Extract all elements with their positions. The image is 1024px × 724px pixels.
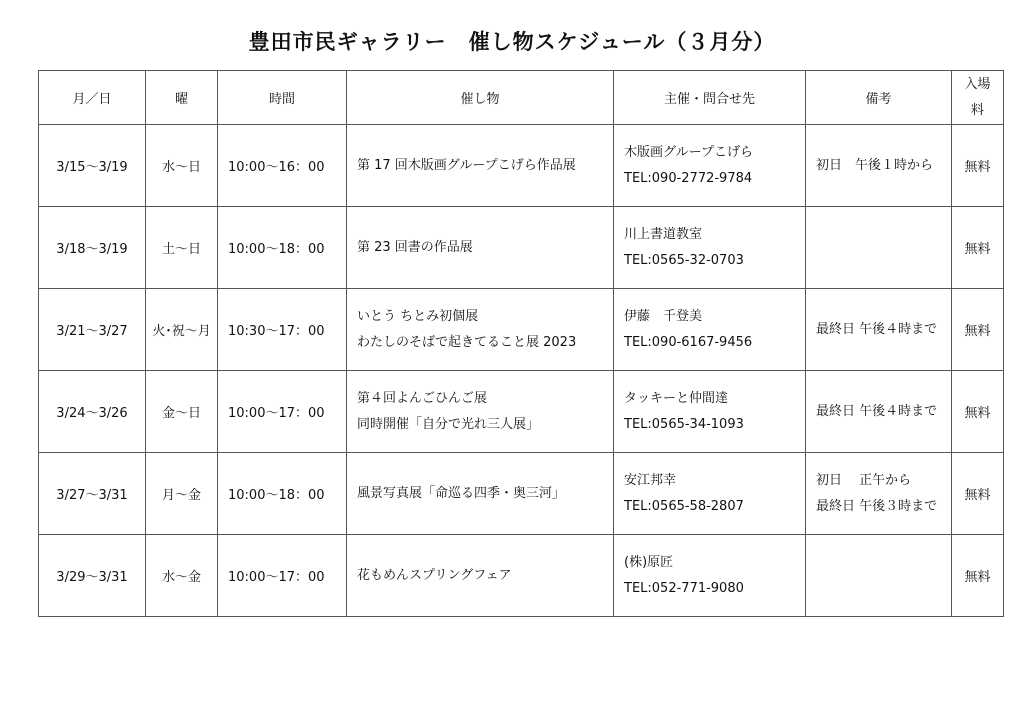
cell-organizer bbox=[614, 125, 806, 207]
table-row bbox=[39, 371, 1004, 453]
cell-event bbox=[347, 535, 614, 617]
cell-time: 10:30～17：00 bbox=[218, 289, 347, 371]
header-organizer: 主催・問合せ先 bbox=[614, 71, 806, 125]
cell-fee: 無料 bbox=[952, 125, 1004, 207]
cell-event-line: 第 23 回書の作品展 bbox=[357, 239, 473, 255]
cell-time: 10:00～18：00 bbox=[218, 453, 347, 535]
header-fee-line1: 入場 bbox=[964, 76, 991, 92]
header-fee-line2: 料 bbox=[970, 102, 984, 118]
cell-time: 10:00～18：00 bbox=[218, 207, 347, 289]
cell-event-line: 風景写真展「命巡る四季・奥三河」 bbox=[357, 485, 566, 501]
cell-organizer-line: タッキーと仲間達 bbox=[624, 390, 729, 406]
cell-organizer bbox=[614, 453, 806, 535]
cell-organizer bbox=[614, 289, 806, 371]
cell-notes-line: 最終日 午後３時まで bbox=[816, 498, 938, 514]
cell-organizer-line: TEL:090-6167-9456 bbox=[624, 334, 753, 350]
page-title: 豊田市民ギャラリー 催し物スケジュール（３月分） bbox=[248, 30, 776, 54]
cell-notes bbox=[806, 207, 952, 289]
cell-time: 10:00～16：00 bbox=[218, 125, 347, 207]
cell-event-line: 同時開催「自分で光れ三人展」 bbox=[357, 416, 540, 432]
cell-notes-line: 最終日 午後４時まで bbox=[816, 321, 938, 337]
table-row bbox=[39, 125, 1004, 207]
cell-event-line: わたしのそばで起きてること展 2023 bbox=[357, 334, 577, 350]
cell-event-line: いとう ちとみ初個展 bbox=[357, 308, 479, 324]
cell-date: 3/24～3/26 bbox=[39, 371, 146, 453]
cell-notes bbox=[806, 535, 952, 617]
cell-organizer bbox=[614, 535, 806, 617]
cell-event bbox=[347, 207, 614, 289]
header-row bbox=[39, 71, 1004, 125]
header-notes: 備考 bbox=[806, 71, 952, 125]
cell-date: 3/18～3/19 bbox=[39, 207, 146, 289]
cell-notes bbox=[806, 125, 952, 207]
cell-organizer-line: (株)原匠 bbox=[624, 554, 674, 570]
cell-date: 3/27～3/31 bbox=[39, 453, 146, 535]
cell-event bbox=[347, 125, 614, 207]
header-day: 曜 bbox=[146, 71, 218, 125]
cell-fee: 無料 bbox=[952, 207, 1004, 289]
cell-date: 3/15～3/19 bbox=[39, 125, 146, 207]
cell-day: 水～日 bbox=[146, 125, 218, 207]
cell-day: 水～金 bbox=[146, 535, 218, 617]
header-time: 時間 bbox=[218, 71, 347, 125]
cell-notes bbox=[806, 453, 952, 535]
cell-day: 月～金 bbox=[146, 453, 218, 535]
cell-event bbox=[347, 371, 614, 453]
cell-organizer-line: TEL:0565-58-2807 bbox=[624, 498, 744, 514]
cell-organizer-line: TEL:052-771-9080 bbox=[624, 580, 744, 596]
cell-notes bbox=[806, 289, 952, 371]
header-event: 催し物 bbox=[347, 71, 614, 125]
cell-organizer-line: 安江邦幸 bbox=[624, 472, 677, 488]
cell-organizer bbox=[614, 371, 806, 453]
cell-organizer-line: 川上書道教室 bbox=[624, 226, 703, 242]
cell-fee: 無料 bbox=[952, 371, 1004, 453]
cell-day: 火･祝～月 bbox=[146, 289, 218, 371]
header-date: 月／日 bbox=[39, 71, 146, 125]
cell-notes-line: 初日 正午から bbox=[816, 472, 912, 488]
table-row bbox=[39, 453, 1004, 535]
table-row bbox=[39, 289, 1004, 371]
table-row bbox=[39, 207, 1004, 289]
schedule-table bbox=[38, 70, 1004, 617]
cell-organizer-line: 木版画グループこげら bbox=[624, 144, 753, 160]
cell-notes bbox=[806, 371, 952, 453]
cell-organizer-line: TEL:0565-34-1093 bbox=[624, 416, 744, 432]
cell-time: 10:00～17：00 bbox=[218, 371, 347, 453]
table-row bbox=[39, 535, 1004, 617]
cell-organizer bbox=[614, 207, 806, 289]
cell-notes-line: 初日 午後１時から bbox=[816, 157, 934, 173]
cell-day: 土～日 bbox=[146, 207, 218, 289]
cell-event-line: 第 17 回木版画グループこげら作品展 bbox=[357, 157, 576, 173]
cell-notes-line: 最終日 午後４時まで bbox=[816, 403, 938, 419]
cell-time: 10:00～17：00 bbox=[218, 535, 347, 617]
header-fee bbox=[952, 71, 1004, 125]
cell-fee: 無料 bbox=[952, 535, 1004, 617]
cell-date: 3/21～3/27 bbox=[39, 289, 146, 371]
cell-fee: 無料 bbox=[952, 453, 1004, 535]
cell-day: 金～日 bbox=[146, 371, 218, 453]
cell-event-line: 第４回よんごひんご展 bbox=[357, 390, 488, 406]
cell-event bbox=[347, 453, 614, 535]
cell-organizer-line: TEL:0565-32-0703 bbox=[624, 252, 744, 268]
cell-organizer-line: 伊藤 千登美 bbox=[624, 308, 703, 324]
cell-event-line: 花もめんスプリングフェア bbox=[357, 567, 512, 583]
cell-fee: 無料 bbox=[952, 289, 1004, 371]
cell-date: 3/29～3/31 bbox=[39, 535, 146, 617]
cell-event bbox=[347, 289, 614, 371]
cell-organizer-line: TEL:090-2772-9784 bbox=[624, 170, 753, 186]
